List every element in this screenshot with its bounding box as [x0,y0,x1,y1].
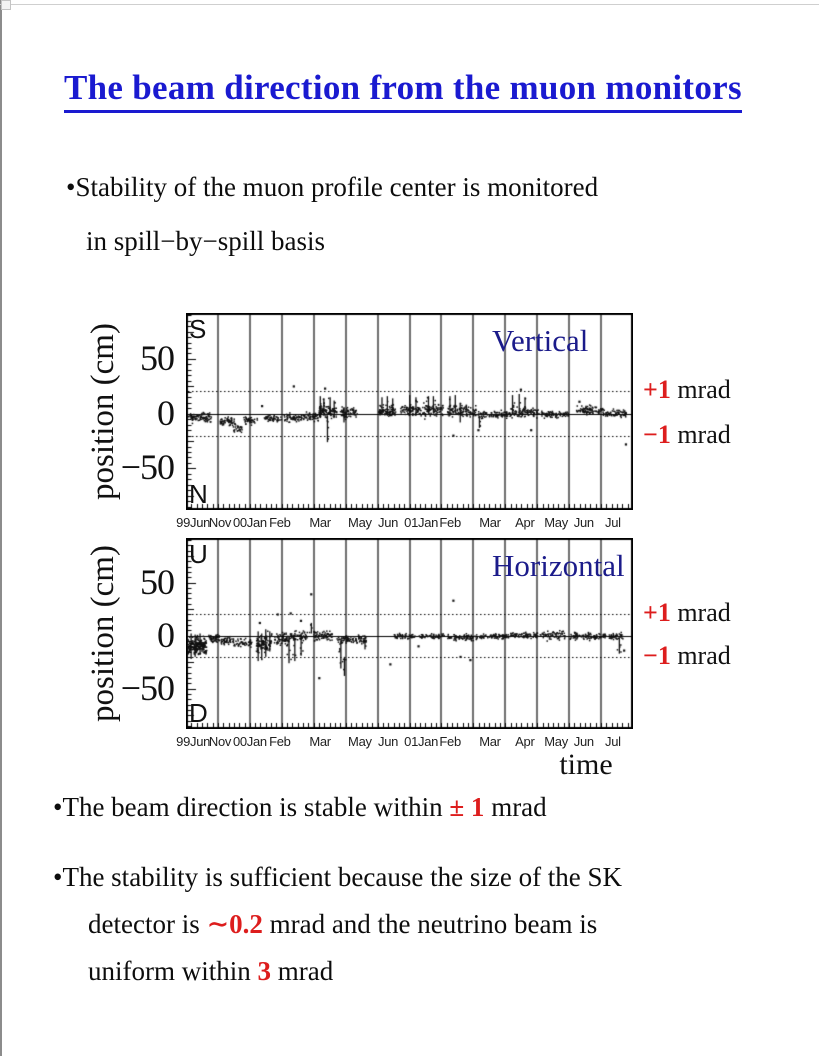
bullet-line [53,948,622,995]
x-tick-label: Apr [515,734,535,749]
region-letter-top: S [189,314,207,344]
x-tick-label: Mar [479,515,501,530]
region-letter-bottom: D [189,698,208,728]
mrad-annotation-unit: mrad [670,641,731,671]
y-axis-title: position (cm) [85,323,121,500]
mrad-annotation-value: +1 [643,597,671,627]
series-title: Horizontal [492,548,625,583]
x-tick-label: Mar [309,515,331,530]
x-tick-label: May [348,515,372,530]
y-tick-label: 50 [140,561,174,602]
x-axis-tick-labels [176,510,633,532]
x-tick-label: Jun [378,734,399,749]
mrad-annotation-unit: mrad [670,420,731,450]
mrad-annotation-unit: mrad [670,375,731,405]
mrad-annotation-value: +1 [643,375,671,405]
page-left-border [0,0,2,1056]
page-top-line [0,4,819,5]
text-segment: mrad [271,956,334,986]
x-tick-label: Feb [439,734,461,749]
x-tick-label: Jul [605,515,621,530]
bullet-line [66,214,598,268]
bullet-line [66,160,598,214]
mrad-annotation-unit: mrad [670,597,731,627]
x-tick-label: Jun [573,515,594,530]
mrad-annotation [643,375,813,405]
y-tick-label: 0 [157,392,174,433]
x-tick-label: Jul [605,734,621,749]
text-segment: in spill−by−spill basis [86,226,325,256]
bullet-stability-monitored [66,160,598,268]
series-title: Vertical [492,323,589,358]
x-tick-label: 01Jan [404,734,439,749]
x-tick-label: Feb [269,515,291,530]
x-tick-label: Nov [208,734,232,749]
slide-title-text: The beam direction from the muon monitors [64,68,742,113]
highlighted-value: ± 1 [449,792,485,822]
bullet-line [53,854,622,901]
x-tick-label: 00Jan [232,515,267,530]
region-letter-bottom: N [189,479,208,509]
y-tick-label: −50 [120,447,174,488]
highlighted-value: 3 [257,956,271,986]
text-segment: mrad and the neutrino beam is [262,909,598,939]
x-tick-label: Jun [573,734,594,749]
text-segment: mrad [484,792,547,822]
x-tick-label: May [348,734,372,749]
mrad-annotation-value: −1 [643,641,671,671]
x-tick-label: 99Jun [176,734,211,749]
x-tick-label: 99Jun [176,515,211,530]
region-letter-top: U [189,539,208,569]
text-segment: •Stability of the muon profile center is monitored [66,172,599,202]
x-tick-label: Feb [439,515,461,530]
mrad-annotation [643,420,813,450]
x-tick-label: 00Jan [232,734,267,749]
mrad-annotation [643,598,813,628]
chart-horizontal-position [85,538,731,749]
y-tick-label: 50 [140,337,174,378]
x-tick-label: Jun [378,515,399,530]
bullet-line [53,901,622,948]
text-segment: uniform within [88,956,258,986]
y-tick-label: −50 [120,667,174,708]
x-tick-label: Nov [208,515,232,530]
text-segment: •The beam direction is stable within [53,792,450,822]
mrad-annotation [643,641,813,671]
text-segment: •The stability is sufficient because the size of the SK [53,862,623,892]
y-tick-label: 0 [157,614,174,655]
text-segment: detector is [88,909,207,939]
x-tick-label: Mar [479,734,501,749]
bullet-stable-within [53,792,547,823]
x-tick-label: 01Jan [404,515,439,530]
slide-title [64,68,742,108]
page-corner-box [1,0,11,10]
x-tick-label: Feb [269,734,291,749]
x-tick-label: May [544,734,568,749]
x-tick-label: Mar [309,734,331,749]
highlighted-value: ∼0.2 [206,909,263,939]
chart-vertical-position [85,313,731,530]
mrad-annotation-value: −1 [643,420,671,450]
x-axis-title: time [559,748,613,781]
x-tick-label: May [544,515,568,530]
x-tick-label: Apr [515,515,535,530]
y-axis-title: position (cm) [85,545,121,722]
bullet-stability-sufficient [53,854,622,995]
